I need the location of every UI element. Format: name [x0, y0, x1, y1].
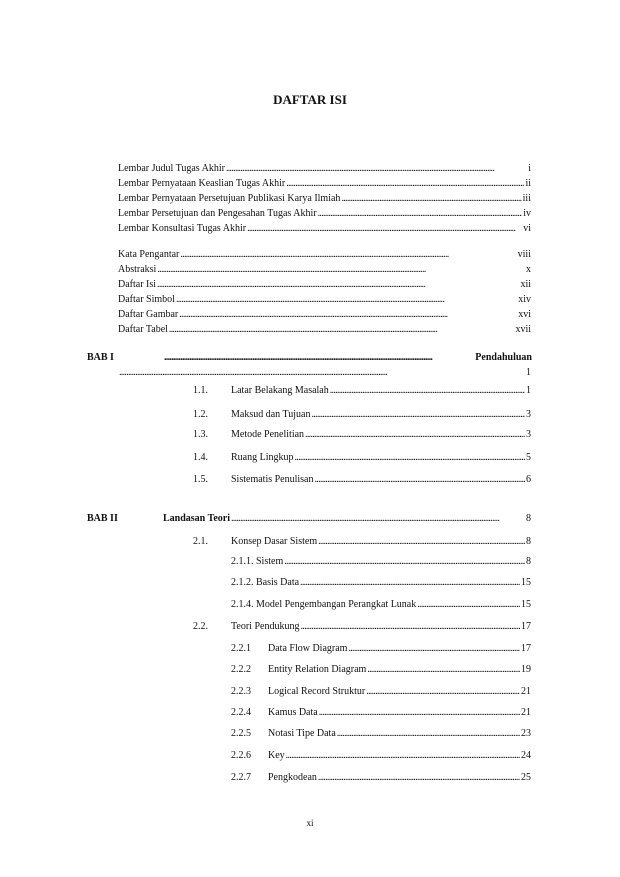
- toc-entry[interactable]: [268, 749, 531, 763]
- toc-label: Latar Belakang Masalah: [231, 385, 329, 396]
- section-number: 2.2.: [193, 621, 208, 632]
- leader-dots: [247, 222, 522, 236]
- toc-page: 15: [521, 599, 531, 610]
- toc-entry[interactable]: [118, 263, 531, 277]
- toc-label: Daftar Gambar: [118, 309, 179, 320]
- page-title: DAFTAR ISI: [273, 92, 347, 107]
- section-number: 1.5.: [193, 474, 208, 485]
- chapter-code: BAB II: [87, 513, 118, 524]
- leader-dots: [119, 366, 525, 380]
- leader-dots: [341, 192, 521, 206]
- leader-dots: [176, 293, 517, 307]
- leader-dots: [286, 749, 520, 763]
- toc-label: Notasi Tipe Data: [268, 728, 336, 739]
- toc-page: 8: [526, 556, 531, 567]
- chapter-page: 1: [526, 367, 531, 378]
- toc-entry[interactable]: [268, 706, 531, 720]
- toc-page: 21: [521, 686, 531, 697]
- toc-page: xii: [520, 279, 531, 290]
- toc-entry[interactable]: [231, 555, 531, 569]
- toc-page: 15: [521, 577, 531, 588]
- toc-label: Lembar Judul Tugas Akhir: [118, 163, 225, 174]
- toc-page: 21: [521, 707, 531, 718]
- leader-dots: [305, 428, 525, 442]
- toc-label: Lembar Pernyataan Persetujuan Publikasi Karya Ilmiah: [118, 193, 341, 204]
- toc-entry[interactable]: [118, 207, 531, 221]
- toc-entry[interactable]: [118, 278, 531, 292]
- leader-dots: [164, 351, 474, 365]
- leader-dots: [157, 263, 525, 277]
- toc-page: xiv: [518, 294, 531, 305]
- toc-entry[interactable]: [118, 293, 531, 307]
- chapter-page: 8: [526, 513, 531, 524]
- toc-label: Konsep Dasar Sistem: [231, 536, 318, 547]
- toc-entry[interactable]: [231, 598, 531, 612]
- toc-entry[interactable]: [268, 663, 531, 677]
- toc-entry[interactable]: [231, 535, 531, 549]
- toc-entry[interactable]: [118, 222, 531, 236]
- chapter-code: BAB I: [87, 352, 114, 363]
- leader-dots: [318, 771, 520, 785]
- toc-label: 2.1.1. Sistem: [231, 556, 284, 567]
- toc-entry[interactable]: [231, 620, 531, 634]
- toc-page: i: [528, 163, 531, 174]
- toc-entry[interactable]: [118, 162, 531, 176]
- toc-entry[interactable]: [268, 685, 531, 699]
- toc-page: 17: [521, 621, 531, 632]
- subsection-number: 2.2.5: [231, 728, 251, 739]
- leader-dots: [284, 555, 525, 569]
- toc-page: 5: [526, 452, 531, 463]
- toc-entry[interactable]: [118, 248, 531, 262]
- leader-dots: [319, 706, 520, 720]
- toc-page: xvii: [515, 324, 531, 335]
- leader-dots: [157, 278, 519, 292]
- section-number: 1.3.: [193, 429, 208, 440]
- toc-label: 2.1.2. Basis Data: [231, 577, 300, 588]
- leader-dots: [337, 727, 520, 741]
- subsection-number: 2.2.1: [231, 643, 251, 654]
- toc-page: xvi: [518, 309, 531, 320]
- chapter-heading[interactable]: [163, 351, 532, 365]
- leader-dots: [311, 408, 525, 422]
- toc-entry[interactable]: [231, 408, 531, 422]
- toc-entry[interactable]: [268, 727, 531, 741]
- toc-entry[interactable]: [231, 451, 531, 465]
- leader-dots: [300, 620, 520, 634]
- toc-label: Lembar Persetujuan dan Pengesahan Tugas Akhir: [118, 208, 317, 219]
- leader-dots: [417, 598, 520, 612]
- subsection-number: 2.2.2: [231, 664, 251, 675]
- toc-page: 25: [521, 772, 531, 783]
- toc-label: Lembar Konsultasi Tugas Akhir: [118, 223, 247, 234]
- leader-dots: [226, 162, 527, 176]
- page-number: xi: [306, 818, 314, 828]
- toc-label: 2.1.4. Model Pengembangan Perangkat Lunak: [231, 599, 417, 610]
- leader-dots: [286, 177, 524, 191]
- toc-entry[interactable]: [118, 323, 531, 337]
- toc-label: Metode Penelitian: [231, 429, 305, 440]
- toc-page: 3: [526, 409, 531, 420]
- toc-label: Key: [268, 750, 285, 761]
- toc-label: Logical Record Struktur: [268, 686, 366, 697]
- leader-dots: [367, 663, 520, 677]
- chapter-title: Pendahuluan: [475, 352, 532, 363]
- toc-page: 19: [521, 664, 531, 675]
- leader-dots: [315, 473, 526, 487]
- toc-label: Daftar Simbol: [118, 294, 175, 305]
- leader-dots: [169, 323, 515, 337]
- toc-label: Kata Pengantar: [118, 249, 180, 260]
- toc-label: Teori Pendukung: [231, 621, 300, 632]
- section-number: 1.2.: [193, 409, 208, 420]
- toc-page: 23: [521, 728, 531, 739]
- leader-dots: [300, 576, 520, 590]
- toc-page: 8: [526, 536, 531, 547]
- toc-page: ii: [525, 178, 531, 189]
- section-number: 1.4.: [193, 452, 208, 463]
- toc-entry[interactable]: [118, 308, 531, 322]
- toc-page: viii: [517, 249, 531, 260]
- toc-page: iii: [522, 193, 531, 204]
- chapter-heading-continued: [118, 366, 531, 380]
- subsection-number: 2.2.7: [231, 772, 251, 783]
- section-number: 1.1.: [193, 385, 208, 396]
- chapter-title: Landasan Teori: [163, 513, 230, 524]
- toc-page: 17: [521, 643, 531, 654]
- toc-page: 6: [526, 474, 531, 485]
- toc-label: Pengkodean: [268, 772, 317, 783]
- subsection-number: 2.2.4: [231, 707, 251, 718]
- leader-dots: [318, 207, 523, 221]
- toc-entry[interactable]: [118, 192, 531, 206]
- toc-label: Data Flow Diagram: [268, 643, 348, 654]
- leader-dots: [231, 512, 525, 526]
- toc-label: Abstraksi: [118, 264, 157, 275]
- leader-dots: [179, 308, 517, 322]
- leader-dots: [366, 685, 520, 699]
- toc-page: x: [526, 264, 531, 275]
- toc-entry[interactable]: [268, 771, 531, 785]
- toc-label: Kamus Data: [268, 707, 318, 718]
- toc-page: 24: [521, 750, 531, 761]
- leader-dots: [330, 384, 525, 398]
- toc-label: Ruang Lingkup: [231, 452, 294, 463]
- leader-dots: [348, 642, 520, 656]
- toc-label: Sistematis Penulisan: [231, 474, 314, 485]
- toc-label: Maksud dan Tujuan: [231, 409, 311, 420]
- chapter-heading[interactable]: [163, 512, 531, 526]
- toc-label: Daftar Isi: [118, 279, 157, 290]
- subsection-number: 2.2.6: [231, 750, 251, 761]
- toc-entry[interactable]: [118, 177, 531, 191]
- toc-label: Daftar Tabel: [118, 324, 168, 335]
- toc-label: Entity Relation Diagram: [268, 664, 367, 675]
- section-number: 2.1.: [193, 536, 208, 547]
- toc-entry[interactable]: [268, 642, 531, 656]
- toc-entry[interactable]: [231, 576, 531, 590]
- toc-entry[interactable]: [231, 384, 531, 398]
- toc-entry[interactable]: [231, 428, 531, 442]
- toc-page: iv: [523, 208, 531, 219]
- toc-page: 3: [526, 429, 531, 440]
- toc-page: 1: [526, 385, 531, 396]
- toc-label: Lembar Pernyataan Keaslian Tugas Akhir: [118, 178, 286, 189]
- toc-page: vi: [523, 223, 531, 234]
- toc-entry[interactable]: [231, 473, 531, 487]
- subsection-number: 2.2.3: [231, 686, 251, 697]
- leader-dots: [318, 535, 525, 549]
- leader-dots: [180, 248, 516, 262]
- leader-dots: [295, 451, 526, 465]
